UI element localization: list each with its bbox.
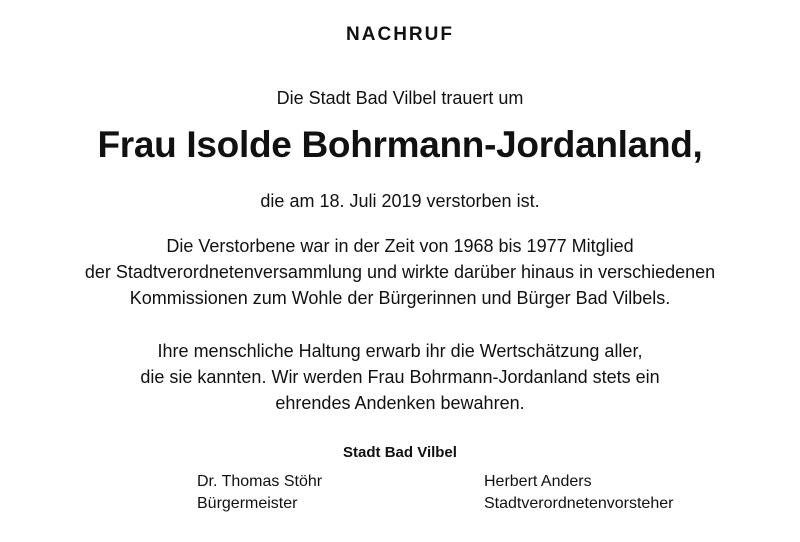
- paragraph-line: der Stadtverordnetenversammlung und wirkte darüber hinaus in verschiedenen: [84, 262, 716, 282]
- paragraph-line: Die Verstorbene war in der Zeit von 1968 bis 1977 Mitglied: [166, 236, 634, 256]
- tribute-paragraph-2: [0, 338, 800, 416]
- organization-name: Stadt Bad Vilbel: [343, 444, 457, 461]
- paragraph-line: ehrendes Andenken bewahren.: [275, 393, 525, 413]
- signatory-name: Herbert Anders: [484, 473, 592, 490]
- signatory-title: Bürgermeister: [197, 495, 298, 512]
- intro-line: Die Stadt Bad Vilbel trauert um: [276, 88, 524, 108]
- signatory-council-chair: [484, 471, 673, 515]
- deceased-name: Frau Isolde Bohrmann-Jordanland,: [97, 124, 703, 165]
- signatory-mayor: [197, 471, 322, 515]
- paragraph-line: Ihre menschliche Haltung erwarb ihr die Wertschätzung aller,: [157, 341, 643, 361]
- tribute-paragraph-1: [0, 233, 800, 311]
- signatory-name: Dr. Thomas Stöhr: [197, 473, 323, 490]
- signatory-title: Stadtverordnetenvorsteher: [484, 495, 674, 512]
- paragraph-line: die sie kannten. Wir werden Frau Bohrmann-Jordanland stets ein: [140, 367, 660, 387]
- date-of-death-line: die am 18. Juli 2019 verstorben ist.: [260, 191, 540, 211]
- notice-heading: NACHRUF: [346, 24, 454, 45]
- paragraph-line: Kommissionen zum Wohle der Bürgerinnen und Bürger Bad Vilbels.: [129, 288, 671, 308]
